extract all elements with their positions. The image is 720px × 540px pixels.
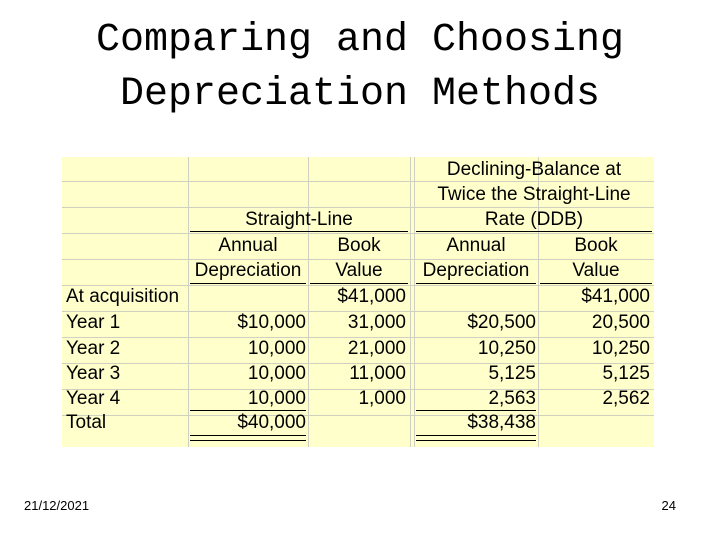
column-underline xyxy=(416,283,536,284)
sl-header: Straight-Line xyxy=(245,209,353,230)
ddb-book-cell: 2,562 xyxy=(602,388,650,409)
ddb-depreciation-header: Depreciation xyxy=(422,260,530,281)
ddb-value-header: Value xyxy=(572,260,620,281)
ddb-total-cell: $38,438 xyxy=(467,412,536,433)
ddb-annual-cell: 5,125 xyxy=(488,363,536,384)
sl-book-cell: 11,000 xyxy=(349,363,406,384)
grid-line xyxy=(62,415,654,416)
ddb-header-line-2: Twice the Straight-Line xyxy=(437,184,631,205)
total-double-underline xyxy=(190,435,306,441)
ddb-annual-cell: 10,250 xyxy=(477,338,536,359)
sl-book-cell: 31,000 xyxy=(347,312,406,333)
ddb-book-cell: 10,250 xyxy=(591,338,650,359)
row-label: At acquisition xyxy=(66,286,180,307)
total-label: Total xyxy=(66,412,107,433)
title-line-2: Depreciation Methods xyxy=(119,72,601,117)
sl-book-header: Book xyxy=(337,235,381,256)
ddb-book-cell: 5,125 xyxy=(602,363,650,384)
sl-annual-cell: 10,000 xyxy=(247,388,306,409)
row-label: Year 2 xyxy=(66,338,121,359)
sl-annual-cell: $10,000 xyxy=(237,312,306,333)
slide-title xyxy=(0,14,720,122)
ddb-annual-cell: $20,500 xyxy=(467,312,536,333)
sl-annual-header: Annual xyxy=(218,235,278,256)
slide-number: 24 xyxy=(661,498,676,513)
sl-header-underline xyxy=(190,231,408,232)
ddb-header-line-1: Declining-Balance at xyxy=(446,159,622,180)
sl-book-cell: 1,000 xyxy=(358,388,406,409)
sl-value-header: Value xyxy=(335,260,383,281)
column-underline xyxy=(190,283,306,284)
sl-depreciation-header: Depreciation xyxy=(194,260,302,281)
sl-annual-cell: 10,000 xyxy=(247,363,306,384)
sl-annual-cell: 10,000 xyxy=(247,338,306,359)
depreciation-table xyxy=(62,157,654,447)
ddb-book-cell: $41,000 xyxy=(581,286,650,307)
ddb-book-cell: 20,500 xyxy=(591,312,650,333)
row-label: Year 4 xyxy=(66,388,121,409)
ddb-annual-cell: 2,563 xyxy=(488,388,536,409)
sl-book-cell: 21,000 xyxy=(347,338,406,359)
ddb-book-header: Book xyxy=(574,235,618,256)
ddb-annual-header: Annual xyxy=(446,235,506,256)
title-line-1: Comparing and Choosing xyxy=(95,18,625,63)
grid-line xyxy=(410,157,411,447)
sl-book-cell: $41,000 xyxy=(337,286,406,307)
row-label: Year 3 xyxy=(66,363,121,384)
slide-date: 21/12/2021 xyxy=(24,498,90,513)
total-double-underline xyxy=(416,435,536,441)
ddb-header-underline xyxy=(416,231,652,232)
sl-total-cell: $40,000 xyxy=(237,412,306,433)
row-label: Year 1 xyxy=(66,312,121,333)
ddb-header-line-3: Rate (DDB) xyxy=(484,209,584,230)
